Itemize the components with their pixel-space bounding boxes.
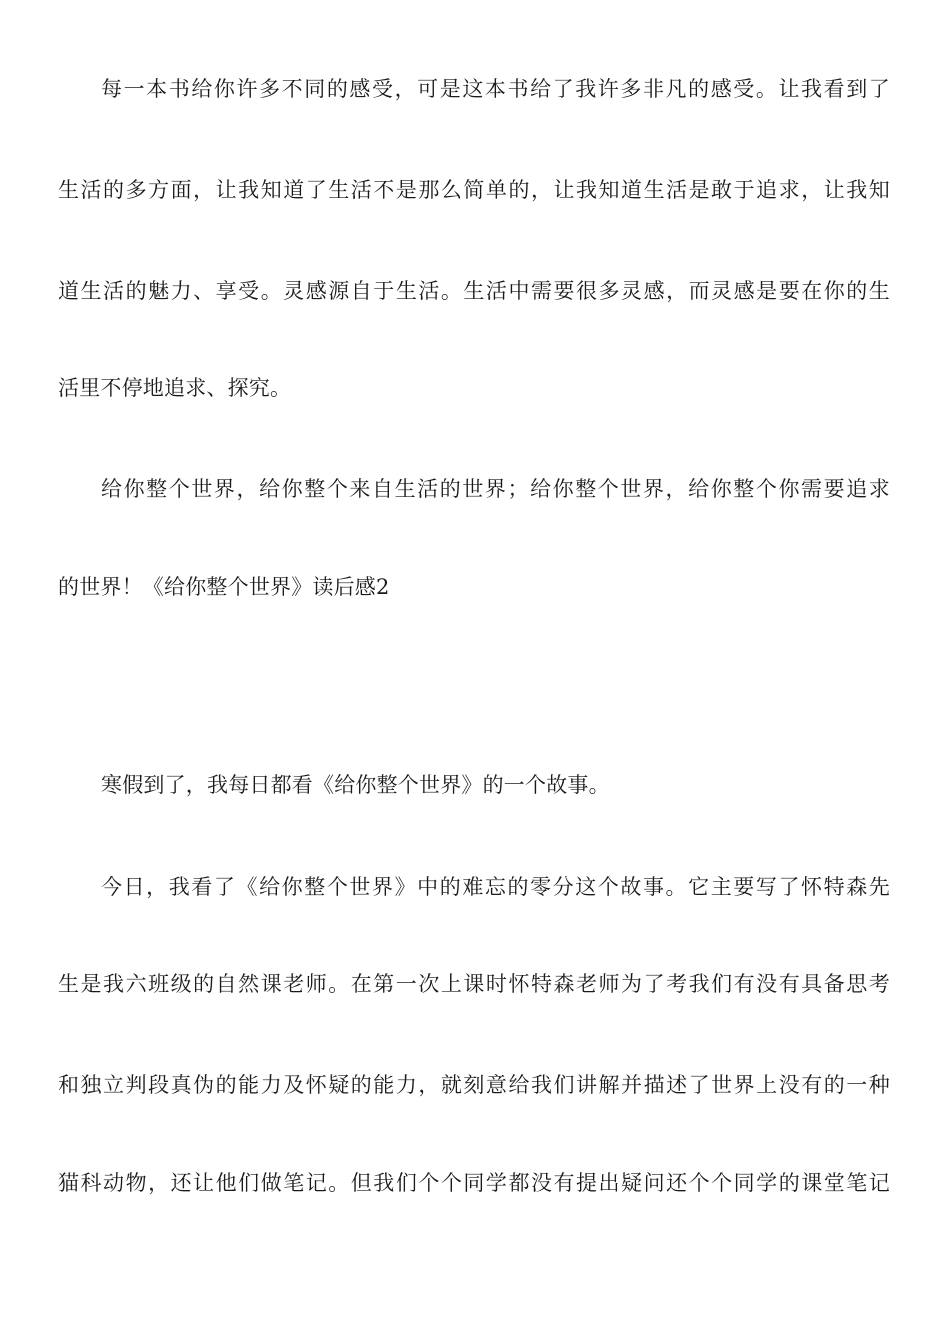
- paragraph-4-line-1: 今日，我看了《给你整个世界》中的难忘的零分这个故事。它主要写了怀特森先: [101, 875, 890, 899]
- paragraph-4-line-3: 和独立判段真伪的能力及怀疑的能力，就刻意给我们讲解并描述了世界上没有的一种: [58, 1073, 890, 1097]
- paragraph-1-line-4: 活里不停地追求、探究。: [58, 376, 292, 400]
- paragraph-2-line-2: 的世界！《给你整个世界》读后感2: [58, 575, 390, 599]
- paragraph-4-line-4: 猫科动物，还让他们做笔记。但我们个个同学都没有提出疑问还个个同学的课堂笔记: [58, 1171, 890, 1195]
- paragraph-1-line-3: 道生活的魅力、享受。灵感源自于生活。生活中需要很多灵感，而灵感是要在你的生: [58, 279, 890, 303]
- paragraph-2-line-1: 给你整个世界，给你整个来自生活的世界；给你整个世界，给你整个你需要追求: [101, 477, 890, 501]
- paragraph-3-line-1: 寒假到了，我每日都看《给你整个世界》的一个故事。: [101, 773, 610, 797]
- paragraph-1-line-1: 每一本书给你许多不同的感受，可是这本书给了我许多非凡的感受。让我看到了: [101, 77, 890, 101]
- paragraph-4-line-2: 生是我六班级的自然课老师。在第一次上课时怀特森老师为了考我们有没有具备思考: [58, 972, 890, 996]
- paragraph-1-line-2: 生活的多方面，让我知道了生活不是那么简单的，让我知道生活是敢于追求，让我知: [58, 178, 890, 202]
